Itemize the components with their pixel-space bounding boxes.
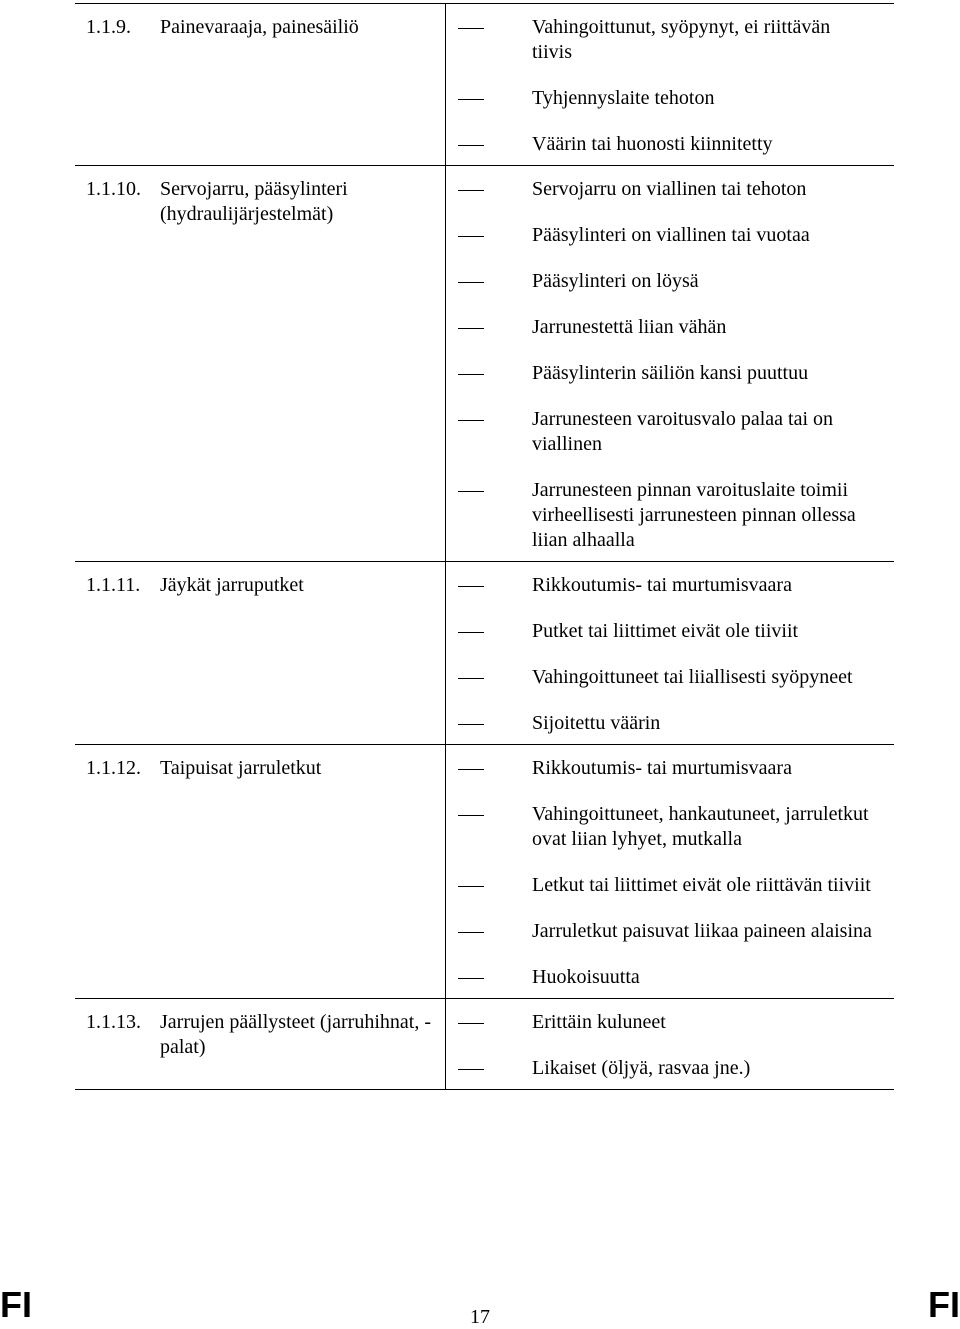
row-title: Servojarru, pääsylinteri (hydraulijärjestelmät) [160, 178, 348, 225]
dash-bullet [446, 802, 532, 852]
defect-list [445, 999, 894, 1089]
dash-bullet [446, 361, 532, 386]
list-item [446, 407, 894, 457]
dash-bullet [446, 1010, 532, 1035]
list-item [446, 873, 894, 898]
dash-bullet [446, 873, 532, 898]
row-number: 1.1.12. [86, 757, 141, 779]
list-item [446, 665, 894, 690]
defect-text: Jarruletkut paisuvat liikaa paineen alaisina [532, 920, 872, 942]
list-item [446, 86, 894, 111]
dash-bullet [446, 269, 532, 294]
defect-text: Sijoitettu väärin [532, 712, 661, 734]
defect-text: Servojarru on viallinen tai tehoton [532, 178, 807, 200]
dash-bullet [446, 919, 532, 944]
defect-list [445, 166, 894, 561]
list-item [446, 619, 894, 644]
dash-bullet [446, 756, 532, 781]
list-item [446, 361, 894, 386]
defect-text: Putket tai liittimet eivät ole tiiviit [532, 620, 799, 642]
defect-text: Rikkoutumis- tai murtumisvaara [532, 574, 792, 596]
list-item [446, 315, 894, 340]
list-item [446, 1056, 894, 1081]
dash-bullet [446, 478, 532, 553]
dash-bullet [446, 573, 532, 598]
row-title: Painevaraaja, painesäiliö [160, 16, 359, 38]
list-item [446, 573, 894, 598]
dash-bullet [446, 223, 532, 248]
table-row [75, 744, 894, 998]
defect-text: Erittäin kuluneet [532, 1011, 666, 1033]
defect-text: Jarrunestettä liian vähän [532, 316, 727, 338]
footer-language-left: FI [0, 1284, 32, 1325]
defect-text: Jarrunesteen pinnan varoituslaite toimii virheellisesti jarrunesteen pinnan ollessa liian alhaalla [532, 479, 856, 551]
row-number: 1.1.10. [86, 178, 141, 200]
defect-list [445, 745, 894, 998]
defect-text: Huokoisuutta [532, 966, 640, 988]
list-item [446, 965, 894, 990]
row-title: Jäykät jarruputket [160, 574, 304, 596]
row-number: 1.1.13. [86, 1011, 141, 1033]
list-item [446, 15, 894, 65]
list-item [446, 1010, 894, 1035]
defect-text: Rikkoutumis- tai murtumisvaara [532, 757, 792, 779]
table-row [75, 561, 894, 744]
defect-text: Tyhjennyslaite tehoton [532, 87, 715, 109]
defect-list [445, 4, 894, 165]
row-title: Taipuisat jarruletkut [160, 757, 322, 779]
dash-bullet [446, 711, 532, 736]
defect-text: Pääsylinterin säiliön kansi puuttuu [532, 362, 809, 384]
row-label [75, 999, 445, 1089]
defect-text: Vahingoittuneet, hankautuneet, jarruletkut ovat liian lyhyet, mutkalla [532, 803, 869, 850]
dash-bullet [446, 15, 532, 65]
footer-language-right: FI [928, 1284, 960, 1325]
table-row [75, 165, 894, 561]
page-number: 17 [470, 1306, 490, 1328]
defect-text: Pääsylinteri on viallinen tai vuotaa [532, 224, 810, 246]
dash-bullet [446, 132, 532, 157]
list-item [446, 711, 894, 736]
row-label [75, 562, 445, 744]
defect-text: Väärin tai huonosti kiinnitetty [532, 133, 773, 155]
table-row [75, 998, 894, 1090]
list-item [446, 223, 894, 248]
dash-bullet [446, 965, 532, 990]
defect-text: Pääsylinteri on löysä [532, 270, 699, 292]
dash-bullet [446, 665, 532, 690]
inspection-table [75, 3, 894, 1090]
row-label [75, 166, 445, 561]
dash-bullet [446, 619, 532, 644]
list-item [446, 802, 894, 852]
row-number: 1.1.11. [86, 574, 141, 596]
list-item [446, 132, 894, 157]
defect-text: Vahingoittuneet tai liiallisesti syöpyneet [532, 666, 853, 688]
row-label [75, 4, 445, 165]
row-number: 1.1.9. [86, 16, 131, 38]
row-title: Jarrujen päällysteet (jarruhihnat, -palat) [160, 1011, 431, 1058]
table-row [75, 3, 894, 165]
defect-text: Likaiset (öljyä, rasvaa jne.) [532, 1057, 751, 1079]
dash-bullet [446, 86, 532, 111]
dash-bullet [446, 407, 532, 457]
defect-text: Jarrunesteen varoitusvalo palaa tai on viallinen [532, 408, 833, 455]
list-item [446, 177, 894, 202]
list-item [446, 919, 894, 944]
list-item [446, 756, 894, 781]
dash-bullet [446, 315, 532, 340]
defect-list [445, 562, 894, 744]
list-item [446, 269, 894, 294]
dash-bullet [446, 177, 532, 202]
dash-bullet [446, 1056, 532, 1081]
row-label [75, 745, 445, 998]
defect-text: Vahingoittunut, syöpynyt, ei riittävän tiivis [532, 16, 831, 63]
list-item [446, 478, 894, 553]
defect-text: Letkut tai liittimet eivät ole riittävän tiiviit [532, 874, 871, 896]
